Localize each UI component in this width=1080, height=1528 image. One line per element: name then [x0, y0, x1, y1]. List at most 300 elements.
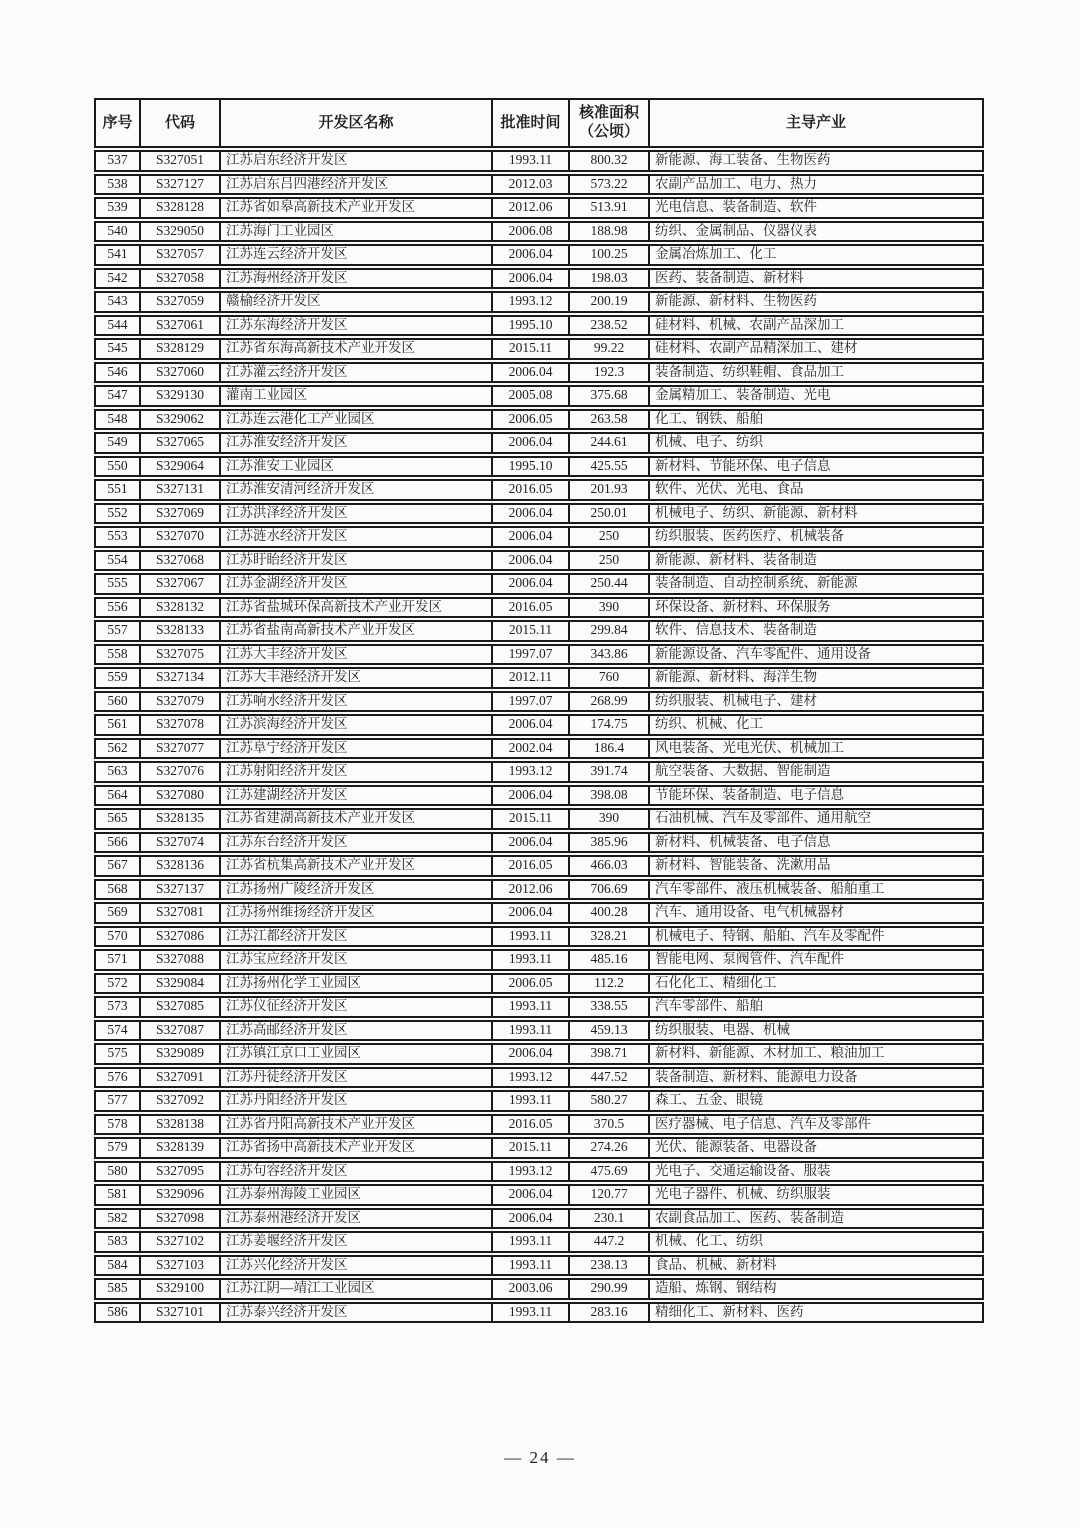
zone-name-cell: 江苏灌云经济开发区	[221, 362, 493, 384]
industries-cell: 软件、信息技术、装备制造	[650, 620, 984, 642]
table-row	[94, 338, 984, 360]
zone-name-cell: 江苏金湖经济开发区	[221, 573, 493, 595]
code-cell: S327102	[141, 1231, 221, 1253]
zone-name-cell: 江苏扬州广陵经济开发区	[221, 879, 493, 901]
table-row	[94, 1137, 984, 1159]
table-row	[94, 620, 984, 642]
zone-name-cell: 江苏海门工业园区	[221, 221, 493, 243]
area-cell: 513.91	[570, 197, 650, 219]
area-cell: 250	[570, 550, 650, 572]
industries-cell: 新材料、新能源、木材加工、粮油加工	[650, 1043, 984, 1065]
industries-cell: 机械、电子、纺织	[650, 432, 984, 454]
code-cell: S327080	[141, 785, 221, 807]
industries-cell: 纺织、机械、化工	[650, 714, 984, 736]
code-cell: S327134	[141, 667, 221, 689]
code-cell: S329096	[141, 1184, 221, 1206]
industries-cell: 航空装备、大数据、智能制造	[650, 761, 984, 783]
code-cell: S328135	[141, 808, 221, 830]
code-cell: S329084	[141, 973, 221, 995]
approval-date-cell: 2006.04	[493, 432, 570, 454]
serial-cell: 556	[94, 597, 141, 619]
table-row	[94, 432, 984, 454]
approval-date-cell: 1993.11	[493, 949, 570, 971]
approval-date-cell: 1995.10	[493, 456, 570, 478]
industries-cell: 智能电网、泵阀管件、汽车配件	[650, 949, 984, 971]
table-row	[94, 1020, 984, 1042]
zone-name-cell: 江苏省盐城环保高新技术产业开发区	[221, 597, 493, 619]
code-cell: S327060	[141, 362, 221, 384]
industries-cell: 纺织服装、机械电子、建材	[650, 691, 984, 713]
serial-cell: 540	[94, 221, 141, 243]
table-row	[94, 315, 984, 337]
serial-cell: 577	[94, 1090, 141, 1112]
serial-cell: 563	[94, 761, 141, 783]
approval-date-cell: 2006.04	[493, 550, 570, 572]
zone-name-cell: 江苏句容经济开发区	[221, 1161, 493, 1183]
industries-cell: 光电子器件、机械、纺织服装	[650, 1184, 984, 1206]
serial-cell: 554	[94, 550, 141, 572]
area-cell: 459.13	[570, 1020, 650, 1042]
industries-cell: 机械、化工、纺织	[650, 1231, 984, 1253]
table-row	[94, 902, 984, 924]
approval-date-cell: 1993.11	[493, 996, 570, 1018]
zone-name-cell: 江苏扬州维扬经济开发区	[221, 902, 493, 924]
area-cell: 385.96	[570, 832, 650, 854]
header-zone-name: 开发区名称	[221, 98, 493, 148]
area-cell: 398.71	[570, 1043, 650, 1065]
table-row	[94, 1255, 984, 1277]
industries-cell: 新材料、节能环保、电子信息	[650, 456, 984, 478]
approval-date-cell: 1993.11	[493, 1020, 570, 1042]
industries-cell: 医药、装备制造、新材料	[650, 268, 984, 290]
code-cell: S327086	[141, 926, 221, 948]
industries-cell: 新材料、智能装备、洗漱用品	[650, 855, 984, 877]
industries-cell: 新能源、海工装备、生物医药	[650, 150, 984, 172]
zone-name-cell: 江苏东海经济开发区	[221, 315, 493, 337]
area-cell: 188.98	[570, 221, 650, 243]
serial-cell: 559	[94, 667, 141, 689]
area-cell: 398.08	[570, 785, 650, 807]
industries-cell: 装备制造、新材料、能源电力设备	[650, 1067, 984, 1089]
approval-date-cell: 2016.05	[493, 1114, 570, 1136]
zone-name-cell: 江苏省建湖高新技术产业开发区	[221, 808, 493, 830]
table-row	[94, 268, 984, 290]
table-row	[94, 174, 984, 196]
industries-cell: 软件、光伏、光电、食品	[650, 479, 984, 501]
industries-cell: 装备制造、纺织鞋帽、食品加工	[650, 362, 984, 384]
area-cell: 268.99	[570, 691, 650, 713]
table-row	[94, 526, 984, 548]
area-cell: 447.52	[570, 1067, 650, 1089]
table-row	[94, 385, 984, 407]
area-cell: 425.55	[570, 456, 650, 478]
approval-date-cell: 1993.11	[493, 1255, 570, 1277]
zone-name-cell: 江苏洪泽经济开发区	[221, 503, 493, 525]
industries-cell: 装备制造、自动控制系统、新能源	[650, 573, 984, 595]
zone-name-cell: 江苏镇江京口工业园区	[221, 1043, 493, 1065]
code-cell: S329050	[141, 221, 221, 243]
serial-cell: 550	[94, 456, 141, 478]
industries-cell: 农副产品加工、电力、热力	[650, 174, 984, 196]
area-cell: 485.16	[570, 949, 650, 971]
code-cell: S329130	[141, 385, 221, 407]
area-cell: 370.5	[570, 1114, 650, 1136]
approval-date-cell: 2012.11	[493, 667, 570, 689]
table-row	[94, 949, 984, 971]
area-cell: 230.1	[570, 1208, 650, 1230]
approval-date-cell: 2006.04	[493, 268, 570, 290]
table-row	[94, 150, 984, 172]
code-cell: S327067	[141, 573, 221, 595]
serial-cell: 548	[94, 409, 141, 431]
industries-cell: 汽车零部件、船舶	[650, 996, 984, 1018]
approval-date-cell: 1993.11	[493, 926, 570, 948]
code-cell: S327131	[141, 479, 221, 501]
serial-cell: 580	[94, 1161, 141, 1183]
serial-cell: 578	[94, 1114, 141, 1136]
table-row	[94, 1090, 984, 1112]
serial-cell: 586	[94, 1302, 141, 1324]
area-cell: 112.2	[570, 973, 650, 995]
zone-name-cell: 江苏省扬中高新技术产业开发区	[221, 1137, 493, 1159]
zone-name-cell: 江苏省盐南高新技术产业开发区	[221, 620, 493, 642]
table-row	[94, 808, 984, 830]
zone-name-cell: 江苏高邮经济开发区	[221, 1020, 493, 1042]
serial-cell: 569	[94, 902, 141, 924]
code-cell: S329062	[141, 409, 221, 431]
industries-cell: 新能源、新材料、生物医药	[650, 291, 984, 313]
industries-cell: 造船、炼钢、钢结构	[650, 1278, 984, 1300]
serial-cell: 546	[94, 362, 141, 384]
approval-date-cell: 2006.04	[493, 573, 570, 595]
code-cell: S327076	[141, 761, 221, 783]
serial-cell: 568	[94, 879, 141, 901]
header-row	[94, 98, 984, 148]
area-cell: 328.21	[570, 926, 650, 948]
code-cell: S327075	[141, 644, 221, 666]
serial-cell: 571	[94, 949, 141, 971]
approval-date-cell: 2015.11	[493, 1137, 570, 1159]
approval-date-cell: 2015.11	[493, 808, 570, 830]
code-cell: S328139	[141, 1137, 221, 1159]
code-cell: S327074	[141, 832, 221, 854]
industries-cell: 硅材料、农副产品精深加工、建材	[650, 338, 984, 360]
area-cell: 338.55	[570, 996, 650, 1018]
approval-date-cell: 1995.10	[493, 315, 570, 337]
serial-cell: 542	[94, 268, 141, 290]
approval-date-cell: 2015.11	[493, 338, 570, 360]
table-row	[94, 832, 984, 854]
industries-cell: 光电信息、装备制造、软件	[650, 197, 984, 219]
header-area-line2: （公顷）	[578, 123, 639, 140]
industries-cell: 石油机械、汽车及零部件、通用航空	[650, 808, 984, 830]
approval-date-cell: 2006.04	[493, 1043, 570, 1065]
zone-name-cell: 江苏省丹阳高新技术产业开发区	[221, 1114, 493, 1136]
area-cell: 198.03	[570, 268, 650, 290]
industries-cell: 纺织、金属制品、仪器仪表	[650, 221, 984, 243]
table-row	[94, 1231, 984, 1253]
approval-date-cell: 2016.05	[493, 855, 570, 877]
area-cell: 466.03	[570, 855, 650, 877]
zone-name-cell: 江苏阜宁经济开发区	[221, 738, 493, 760]
code-cell: S328132	[141, 597, 221, 619]
approval-date-cell: 2016.05	[493, 479, 570, 501]
zone-name-cell: 江苏仪征经济开发区	[221, 996, 493, 1018]
table-row	[94, 362, 984, 384]
zone-name-cell: 江苏启东经济开发区	[221, 150, 493, 172]
industries-cell: 新能源、新材料、海洋生物	[650, 667, 984, 689]
serial-cell: 576	[94, 1067, 141, 1089]
approval-date-cell: 2005.08	[493, 385, 570, 407]
serial-cell: 573	[94, 996, 141, 1018]
industries-cell: 汽车零部件、液压机械装备、船舶重工	[650, 879, 984, 901]
code-cell: S328133	[141, 620, 221, 642]
approval-date-cell: 1993.11	[493, 150, 570, 172]
code-cell: S327081	[141, 902, 221, 924]
code-cell: S327070	[141, 526, 221, 548]
industries-cell: 新能源设备、汽车零配件、通用设备	[650, 644, 984, 666]
approval-date-cell: 1993.11	[493, 1302, 570, 1324]
area-cell: 580.27	[570, 1090, 650, 1112]
approval-date-cell: 1993.11	[493, 1090, 570, 1112]
zone-name-cell: 江苏滨海经济开发区	[221, 714, 493, 736]
approval-date-cell: 2006.05	[493, 409, 570, 431]
code-cell: S327091	[141, 1067, 221, 1089]
serial-cell: 561	[94, 714, 141, 736]
table-row	[94, 456, 984, 478]
table-row	[94, 550, 984, 572]
code-cell: S327065	[141, 432, 221, 454]
table-row	[94, 597, 984, 619]
table-row	[94, 761, 984, 783]
approval-date-cell: 2006.04	[493, 362, 570, 384]
industries-cell: 石化化工、精细化工	[650, 973, 984, 995]
zone-name-cell: 江苏响水经济开发区	[221, 691, 493, 713]
header-area-line1: 核准面积	[578, 104, 639, 122]
code-cell: S327095	[141, 1161, 221, 1183]
industries-cell: 医疗器械、电子信息、汽车及零部件	[650, 1114, 984, 1136]
industries-cell: 农副食品加工、医药、装备制造	[650, 1208, 984, 1230]
development-zones-table	[94, 96, 984, 1325]
zone-name-cell: 江苏淮安清河经济开发区	[221, 479, 493, 501]
zone-name-cell: 江苏省杭集高新技术产业开发区	[221, 855, 493, 877]
area-cell: 274.26	[570, 1137, 650, 1159]
area-cell: 391.74	[570, 761, 650, 783]
serial-cell: 566	[94, 832, 141, 854]
industries-cell: 风电装备、光电光伏、机械加工	[650, 738, 984, 760]
zone-name-cell: 江苏江阴—靖江工业园区	[221, 1278, 493, 1300]
code-cell: S327098	[141, 1208, 221, 1230]
zone-name-cell: 江苏江都经济开发区	[221, 926, 493, 948]
approval-date-cell: 2012.03	[493, 174, 570, 196]
code-cell: S327051	[141, 150, 221, 172]
area-cell: 800.32	[570, 150, 650, 172]
approval-date-cell: 1997.07	[493, 691, 570, 713]
table-row	[94, 691, 984, 713]
zone-name-cell: 江苏泰州港经济开发区	[221, 1208, 493, 1230]
area-cell: 343.86	[570, 644, 650, 666]
serial-cell: 572	[94, 973, 141, 995]
approval-date-cell: 1993.12	[493, 1161, 570, 1183]
serial-cell: 553	[94, 526, 141, 548]
code-cell: S327085	[141, 996, 221, 1018]
approval-date-cell: 1993.12	[493, 291, 570, 313]
approval-date-cell: 2006.08	[493, 221, 570, 243]
serial-cell: 543	[94, 291, 141, 313]
table-row	[94, 644, 984, 666]
industries-cell: 机械电子、纺织、新能源、新材料	[650, 503, 984, 525]
area-cell: 475.69	[570, 1161, 650, 1183]
code-cell: S327103	[141, 1255, 221, 1277]
code-cell: S328129	[141, 338, 221, 360]
approval-date-cell: 2006.04	[493, 503, 570, 525]
area-cell: 250.01	[570, 503, 650, 525]
zone-name-cell: 江苏盱眙经济开发区	[221, 550, 493, 572]
approval-date-cell: 2015.11	[493, 620, 570, 642]
code-cell: S327077	[141, 738, 221, 760]
zone-name-cell: 江苏宝应经济开发区	[221, 949, 493, 971]
approval-date-cell: 2006.04	[493, 1208, 570, 1230]
code-cell: S327137	[141, 879, 221, 901]
area-cell: 263.58	[570, 409, 650, 431]
zone-name-cell: 江苏扬州化学工业园区	[221, 973, 493, 995]
serial-cell: 567	[94, 855, 141, 877]
zone-name-cell: 灌南工业园区	[221, 385, 493, 407]
zone-name-cell: 江苏启东吕四港经济开发区	[221, 174, 493, 196]
header-serial: 序号	[94, 98, 141, 148]
industries-cell: 新材料、机械装备、电子信息	[650, 832, 984, 854]
table-row	[94, 1161, 984, 1183]
approval-date-cell: 2006.04	[493, 832, 570, 854]
serial-cell: 574	[94, 1020, 141, 1042]
industries-cell: 光伏、能源装备、电器设备	[650, 1137, 984, 1159]
header-approval-date: 批准时间	[493, 98, 570, 148]
zone-name-cell: 江苏连云港化工产业园区	[221, 409, 493, 431]
industries-cell: 纺织服装、电器、机械	[650, 1020, 984, 1042]
serial-cell: 565	[94, 808, 141, 830]
industries-cell: 金属精加工、装备制造、光电	[650, 385, 984, 407]
table-row	[94, 221, 984, 243]
area-cell: 99.22	[570, 338, 650, 360]
serial-cell: 547	[94, 385, 141, 407]
serial-cell: 541	[94, 244, 141, 266]
approval-date-cell: 2006.04	[493, 526, 570, 548]
table-row	[94, 738, 984, 760]
serial-cell: 562	[94, 738, 141, 760]
code-cell: S327057	[141, 244, 221, 266]
area-cell: 244.61	[570, 432, 650, 454]
serial-cell: 544	[94, 315, 141, 337]
serial-cell: 538	[94, 174, 141, 196]
serial-cell: 570	[94, 926, 141, 948]
zone-name-cell: 赣榆经济开发区	[221, 291, 493, 313]
area-cell: 174.75	[570, 714, 650, 736]
table-row	[94, 1043, 984, 1065]
zone-name-cell: 江苏淮安工业园区	[221, 456, 493, 478]
table-row	[94, 785, 984, 807]
area-cell: 390	[570, 597, 650, 619]
serial-cell: 552	[94, 503, 141, 525]
code-cell: S328138	[141, 1114, 221, 1136]
code-cell: S329100	[141, 1278, 221, 1300]
serial-cell: 584	[94, 1255, 141, 1277]
zone-name-cell: 江苏丹阳经济开发区	[221, 1090, 493, 1112]
table-row	[94, 714, 984, 736]
area-cell: 375.68	[570, 385, 650, 407]
area-cell: 201.93	[570, 479, 650, 501]
page-number: — 24 —	[504, 1448, 576, 1467]
zone-name-cell: 江苏省东海高新技术产业开发区	[221, 338, 493, 360]
table-row	[94, 973, 984, 995]
approval-date-cell: 1993.12	[493, 761, 570, 783]
code-cell: S327061	[141, 315, 221, 337]
zone-name-cell: 江苏东台经济开发区	[221, 832, 493, 854]
zone-name-cell: 江苏射阳经济开发区	[221, 761, 493, 783]
industries-cell: 汽车、通用设备、电气机械器材	[650, 902, 984, 924]
zone-name-cell: 江苏大丰经济开发区	[221, 644, 493, 666]
table-row	[94, 1114, 984, 1136]
serial-cell: 564	[94, 785, 141, 807]
serial-cell: 585	[94, 1278, 141, 1300]
industries-cell: 硅材料、机械、农副产品深加工	[650, 315, 984, 337]
table-row	[94, 244, 984, 266]
approval-date-cell: 2012.06	[493, 879, 570, 901]
header-approved-area	[570, 98, 650, 148]
zone-name-cell: 江苏大丰港经济开发区	[221, 667, 493, 689]
code-cell: S327092	[141, 1090, 221, 1112]
table-row	[94, 1302, 984, 1324]
code-cell: S327069	[141, 503, 221, 525]
table-row	[94, 996, 984, 1018]
serial-cell: 545	[94, 338, 141, 360]
table-row	[94, 855, 984, 877]
area-cell: 390	[570, 808, 650, 830]
table-row	[94, 409, 984, 431]
approval-date-cell: 2016.05	[493, 597, 570, 619]
code-cell: S329089	[141, 1043, 221, 1065]
industries-cell: 纺织服装、医药医疗、机械装备	[650, 526, 984, 548]
header-leading-industries: 主导产业	[650, 98, 984, 148]
code-cell: S327068	[141, 550, 221, 572]
industries-cell: 新能源、新材料、装备制造	[650, 550, 984, 572]
approval-date-cell: 1993.11	[493, 1231, 570, 1253]
area-cell: 299.84	[570, 620, 650, 642]
area-cell: 238.52	[570, 315, 650, 337]
code-cell: S327078	[141, 714, 221, 736]
code-cell: S327127	[141, 174, 221, 196]
area-cell: 238.13	[570, 1255, 650, 1277]
approval-date-cell: 2012.06	[493, 197, 570, 219]
area-cell: 400.28	[570, 902, 650, 924]
serial-cell: 549	[94, 432, 141, 454]
serial-cell: 539	[94, 197, 141, 219]
table-row	[94, 573, 984, 595]
industries-cell: 节能环保、装备制造、电子信息	[650, 785, 984, 807]
zone-name-cell: 江苏连云经济开发区	[221, 244, 493, 266]
zone-name-cell: 江苏淮安经济开发区	[221, 432, 493, 454]
area-cell: 100.25	[570, 244, 650, 266]
code-cell: S327101	[141, 1302, 221, 1324]
header-code: 代码	[141, 98, 221, 148]
serial-cell: 537	[94, 150, 141, 172]
zone-name-cell: 江苏泰州海陵工业园区	[221, 1184, 493, 1206]
approval-date-cell: 2006.04	[493, 902, 570, 924]
industries-cell: 机械电子、特钢、船舶、汽车及零配件	[650, 926, 984, 948]
industries-cell: 金属冶炼加工、化工	[650, 244, 984, 266]
table-row	[94, 1278, 984, 1300]
code-cell: S328136	[141, 855, 221, 877]
code-cell: S327088	[141, 949, 221, 971]
